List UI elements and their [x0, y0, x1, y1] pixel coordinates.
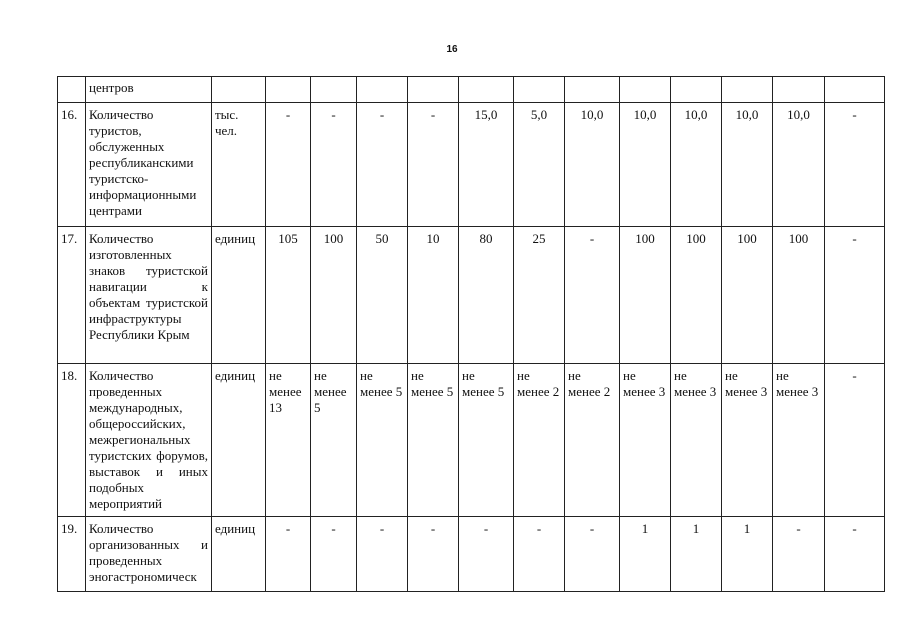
value-cell: 100: [722, 227, 773, 364]
unit-cell: тыс. чел.: [212, 103, 266, 227]
value-cell: -: [357, 103, 408, 227]
value-cell: не менее 3: [620, 364, 671, 517]
value-cell: 5,0: [514, 103, 565, 227]
value-cell: 1: [722, 517, 773, 592]
value-cell: [514, 77, 565, 103]
unit-cell: единиц: [212, 364, 266, 517]
indicator-name-cell: Количество изготовленных знаков туристской навигации к объектам туристской инфраструктуры Республики Крым: [86, 227, 212, 364]
row-number-cell: [58, 77, 86, 103]
value-cell: 1: [620, 517, 671, 592]
indicator-name-cell: Количество организованных и проведенных эногастрономическ: [86, 517, 212, 592]
value-cell: 105: [266, 227, 311, 364]
value-cell: [825, 77, 885, 103]
value-cell: -: [514, 517, 565, 592]
table-row: [58, 227, 885, 364]
value-cell: не менее 2: [514, 364, 565, 517]
indicator-name-cell: Количество проведенных международных, общероссийских, межрегиональных туристских форумов, выставок и иных подобных мероприятий: [86, 364, 212, 517]
value-cell: -: [825, 517, 885, 592]
value-cell: не менее 5: [311, 364, 357, 517]
value-cell: 100: [671, 227, 722, 364]
value-cell: -: [266, 517, 311, 592]
value-cell: 10,0: [671, 103, 722, 227]
value-cell: не менее 3: [671, 364, 722, 517]
value-cell: -: [408, 517, 459, 592]
value-cell: не менее 13: [266, 364, 311, 517]
value-cell: не менее 2: [565, 364, 620, 517]
value-cell: -: [266, 103, 311, 227]
value-cell: [671, 77, 722, 103]
value-cell: 50: [357, 227, 408, 364]
unit-cell: [212, 77, 266, 103]
value-cell: -: [825, 364, 885, 517]
table-row: [58, 103, 885, 227]
value-cell: не менее 3: [773, 364, 825, 517]
value-cell: [620, 77, 671, 103]
value-cell: [311, 77, 357, 103]
value-cell: -: [565, 227, 620, 364]
value-cell: не менее 5: [408, 364, 459, 517]
value-cell: -: [459, 517, 514, 592]
table-row: [58, 77, 885, 103]
value-cell: 10,0: [620, 103, 671, 227]
value-cell: -: [773, 517, 825, 592]
value-cell: 10,0: [565, 103, 620, 227]
value-cell: 10: [408, 227, 459, 364]
value-cell: 10,0: [773, 103, 825, 227]
value-cell: 1: [671, 517, 722, 592]
value-cell: -: [311, 103, 357, 227]
value-cell: 15,0: [459, 103, 514, 227]
value-cell: [408, 77, 459, 103]
row-number-cell: 18.: [58, 364, 86, 517]
value-cell: [459, 77, 514, 103]
unit-cell: единиц: [212, 517, 266, 592]
value-cell: не менее 5: [459, 364, 514, 517]
row-number-cell: 16.: [58, 103, 86, 227]
indicator-name-cell: центров: [86, 77, 212, 103]
value-cell: не менее 3: [722, 364, 773, 517]
page-number: 16: [446, 44, 458, 55]
unit-cell: единиц: [212, 227, 266, 364]
value-cell: -: [408, 103, 459, 227]
value-cell: 10,0: [722, 103, 773, 227]
value-cell: 80: [459, 227, 514, 364]
value-cell: [773, 77, 825, 103]
indicators-table: [57, 76, 885, 592]
value-cell: -: [311, 517, 357, 592]
value-cell: -: [357, 517, 408, 592]
row-number-cell: 17.: [58, 227, 86, 364]
value-cell: [266, 77, 311, 103]
value-cell: [565, 77, 620, 103]
value-cell: -: [825, 103, 885, 227]
table-row: [58, 517, 885, 592]
table-row: [58, 364, 885, 517]
value-cell: не менее 5: [357, 364, 408, 517]
value-cell: -: [565, 517, 620, 592]
value-cell: 100: [311, 227, 357, 364]
value-cell: [722, 77, 773, 103]
value-cell: [357, 77, 408, 103]
value-cell: -: [825, 227, 885, 364]
value-cell: 25: [514, 227, 565, 364]
row-number-cell: 19.: [58, 517, 86, 592]
value-cell: 100: [773, 227, 825, 364]
value-cell: 100: [620, 227, 671, 364]
indicator-name-cell: Количество туристов, обслуженных республиканскими туристско-информационными центрами: [86, 103, 212, 227]
